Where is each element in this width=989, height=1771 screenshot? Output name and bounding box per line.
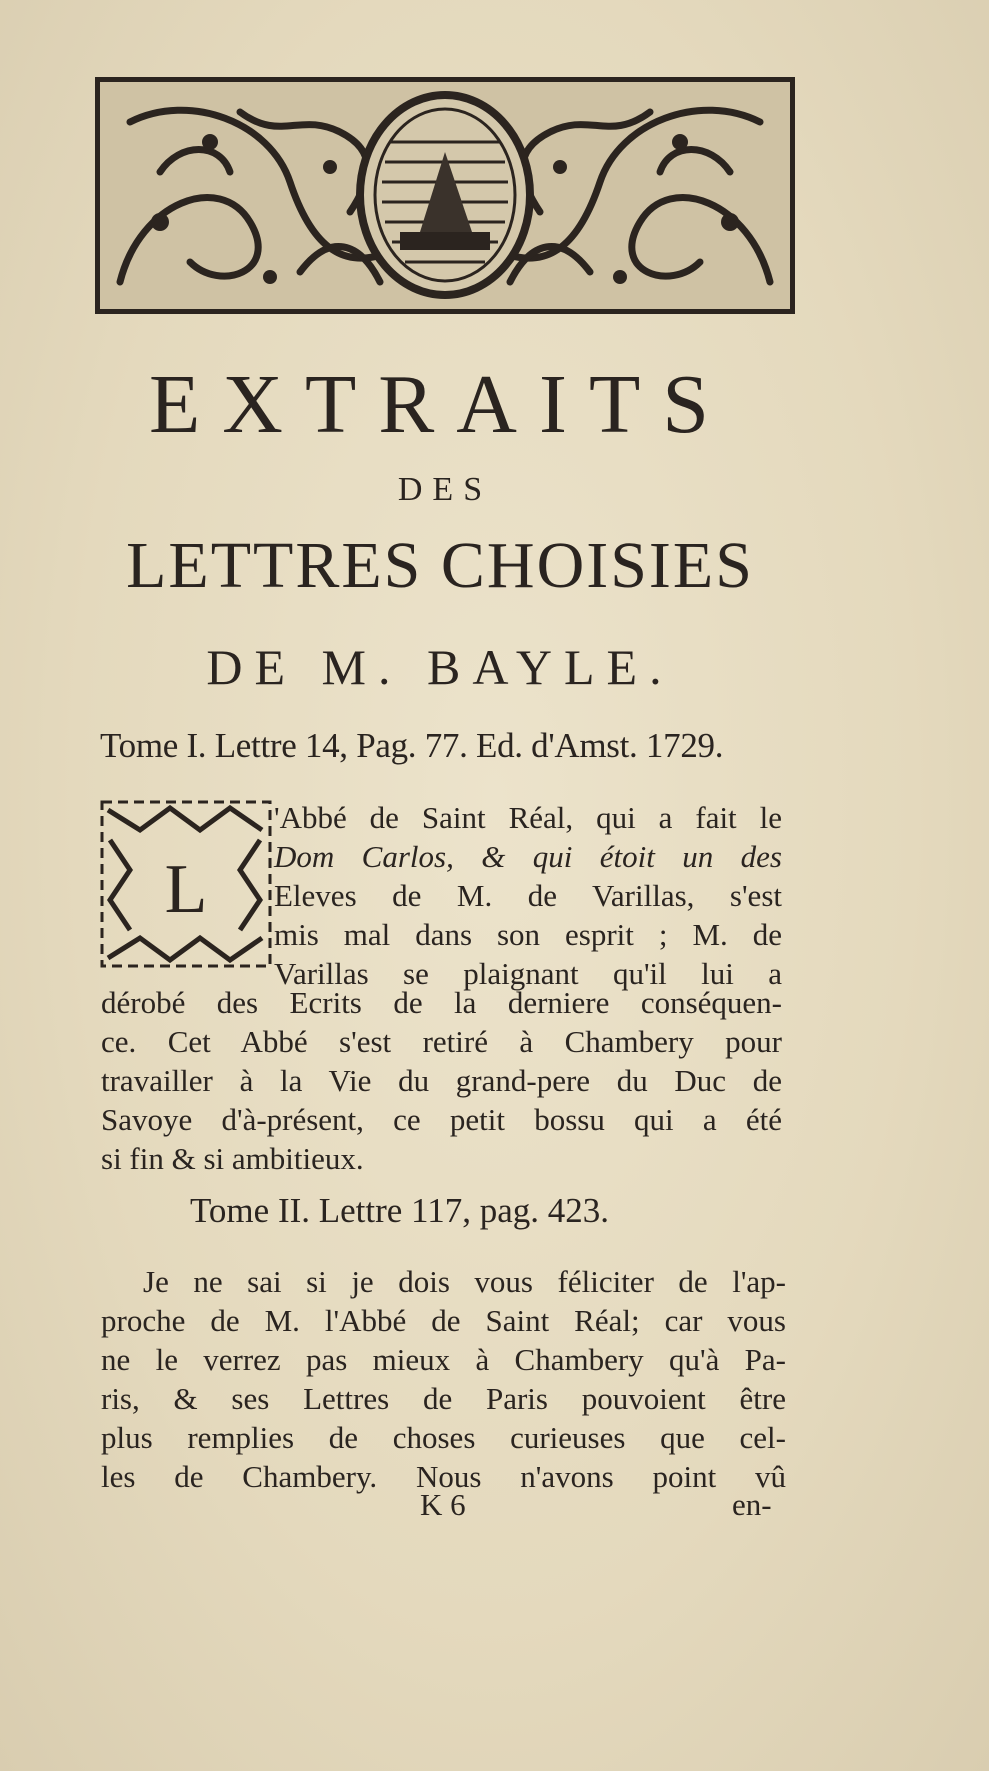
para2-line-3: ne le verrez pas mieux à Chambery qu'à Pa-	[101, 1342, 786, 1377]
title-line-des: DES	[397, 471, 493, 508]
para1-line-10: si fin & si ambitieux.	[101, 1141, 364, 1176]
para1-line-1: 'Abbé de Saint Réal, qui a fait le	[274, 800, 782, 835]
title-line-de-m-bayle: DE M. BAYLE.	[206, 639, 674, 695]
para1-line-6: dérobé des Ecrits de la derniere conséquen-	[101, 985, 782, 1020]
title-line-lettres-choisies: LETTRES CHOISIES	[126, 529, 754, 602]
para1-line-8: travailler à la Vie du grand-pere du Duc de	[101, 1063, 782, 1098]
para1-line-7: ce. Cet Abbé s'est retiré à Chambery pour	[101, 1024, 782, 1059]
drop-cap-ornament-icon	[100, 800, 272, 968]
drop-cap	[100, 800, 272, 968]
reference-tome-1: Tome I. Lettre 14, Pag. 77. Ed. d'Amst. 1729.	[100, 726, 724, 765]
para2-line-6: les de Chambery. Nous n'avons point vû	[101, 1459, 786, 1494]
para1-line-9: Savoye d'à-présent, ce petit bossu qui a été	[101, 1102, 782, 1137]
para1-line-2: Dom Carlos, & qui étoit un des	[274, 839, 782, 874]
para1-line-3: Eleves de M. de Varillas, s'est	[274, 878, 782, 913]
ornamental-headpiece	[95, 77, 795, 314]
para1-line-4: mis mal dans son esprit ; M. de	[274, 917, 782, 952]
drop-cap-letter: L	[164, 851, 208, 928]
paragraph-1-indented	[274, 798, 782, 993]
reference-tome-2: Tome II. Lettre 117, pag. 423.	[190, 1191, 610, 1230]
para1-line-5: Varillas se plaignant qu'il lui a	[274, 956, 782, 991]
ornamental-woodcut-headpiece-icon	[100, 82, 790, 309]
para2-line-2: proche de M. l'Abbé de Saint Réal; car vous	[101, 1303, 786, 1338]
catchword: en-	[732, 1487, 772, 1522]
para2-line-5: plus remplies de choses curieuses que cel-	[101, 1420, 786, 1455]
para2-line-1: Je ne sai si je dois vous féliciter de l'ap-	[143, 1264, 786, 1299]
signature-mark: K 6	[420, 1487, 466, 1522]
title-line-extraits: EXTRAITS	[149, 358, 731, 451]
paragraph-1-body	[101, 983, 782, 1178]
para2-line-4: ris, & ses Lettres de Paris pouvoient être	[101, 1381, 786, 1416]
paragraph-2	[101, 1262, 786, 1496]
